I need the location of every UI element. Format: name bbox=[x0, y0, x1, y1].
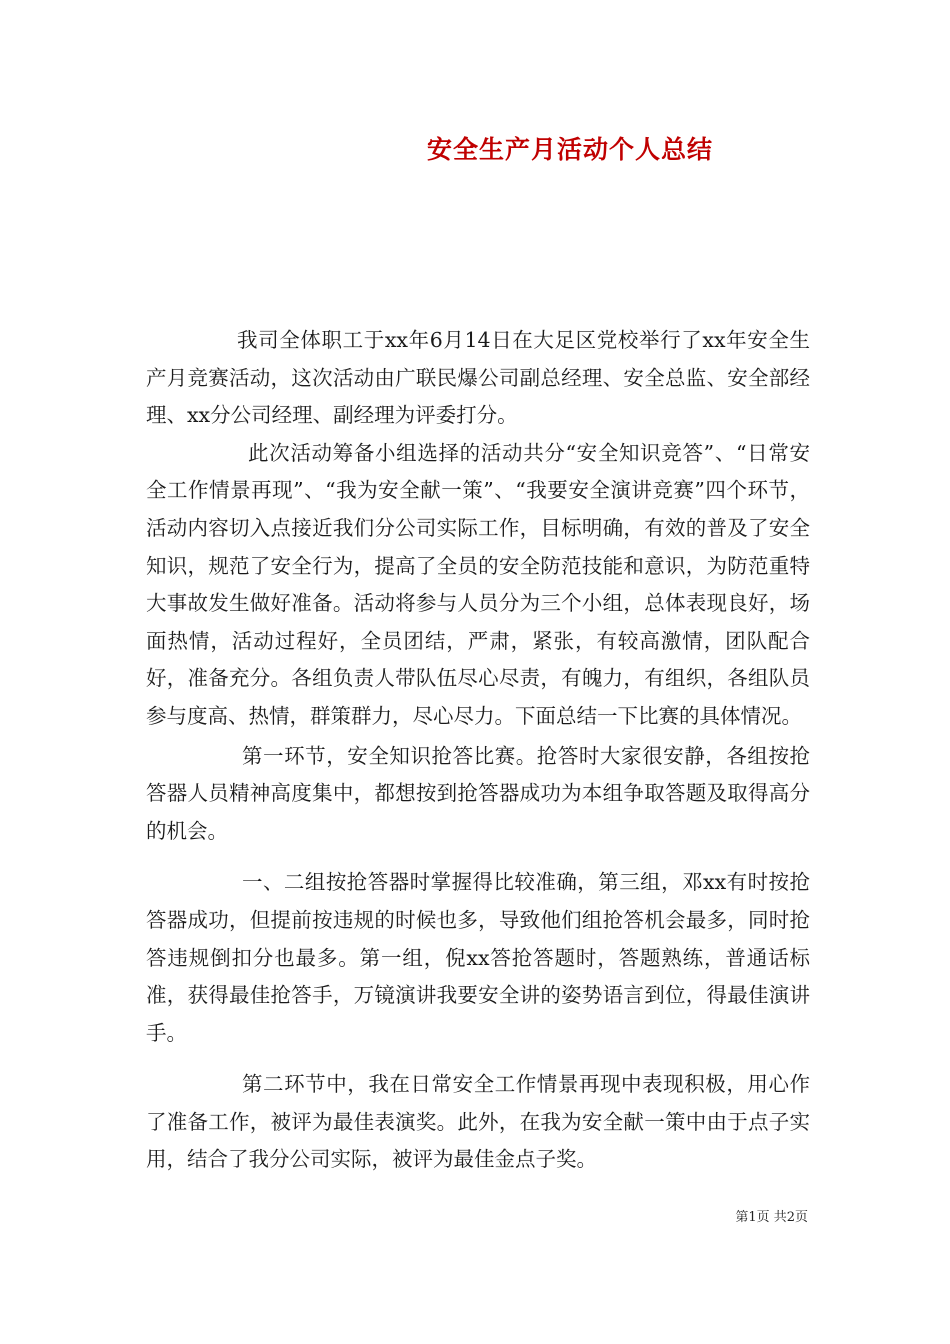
document-title bbox=[0, 130, 950, 166]
paragraph-1: 我司全体职工于xx年6月14日在大足区党校举行了xx年安全生产月竞赛活动，这次活动由广联民爆公司副总经理、安全总监、安全部经理、xx分公司经理、副经理为评委打分。 bbox=[146, 328, 810, 428]
paragraph-2: 此次活动筹备小组选择的活动共分“安全知识竞答”、“日常安全工作情景再现”、“我为安全献一策”、“我要安全演讲竞赛”四个环节，活动内容切入点接近我们分公司实际工作，目标明确，有效的普及了安全知识，规范了安全行为，提高了全员的安全防范技能和意识，为防范重特大事故发生做好准备。活动将参与人员分为三个小组，总体表现良好，场面热情，活动过程好，全员团结，严肃，紧张，有较高激情，团队配合好，准备充分。各组负责人带队伍尽心尽责，有魄力，有组织，各组队员参与度高、热情，群策群力，尽心尽力。下面总结一下比赛的具体情况。 bbox=[146, 440, 810, 728]
paragraph-3: 第一环节，安全知识抢答比赛。抢答时大家很安静，各组按抢答器人员精神高度集中，都想按到抢答器成功为本组争取答题及取得高分的机会。 bbox=[146, 743, 810, 843]
paragraph-4: 一、二组按抢答器时掌握得比较准确，第三组，邓xx有时按抢答器成功，但提前按违规的时候也多，导致他们组抢答机会最多，同时抢答违规倒扣分也最多。第一组，倪xx答抢答题时，答题熟练，普通话标准，获得最佳抢答手，万镜演讲我要安全讲的姿势语言到位，得最佳演讲手。 bbox=[146, 870, 810, 1045]
document-body bbox=[146, 322, 810, 1179]
page-number-footer: 第1页 共2页 bbox=[735, 1210, 808, 1225]
paragraph-5: 第二环节中，我在日常安全工作情景再现中表现积极，用心作了准备工作，被评为最佳表演奖。此外，在我为安全献一策中由于点子实用，结合了我分公司实际，被评为最佳金点子奖。 bbox=[146, 1072, 810, 1172]
document-title-text: 安全生产月活动个人总结 bbox=[426, 135, 713, 164]
